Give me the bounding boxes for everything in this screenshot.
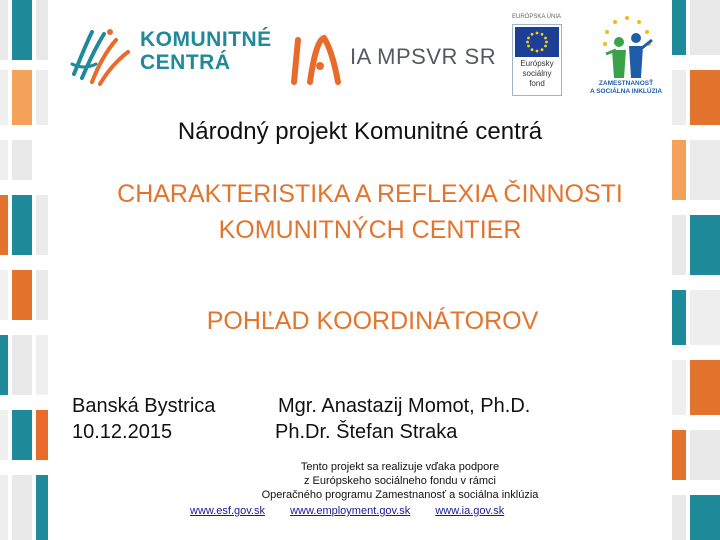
- subtitle: POHĽAD KOORDINÁTOROV: [206, 307, 539, 335]
- esf-line1: Európsky: [520, 59, 554, 68]
- place-date-block: [72, 393, 215, 445]
- main-title-line1: CHARAKTERISTIKA A REFLEXIA ČINNOSTI: [117, 180, 623, 208]
- esf-line2: sociálny: [522, 69, 552, 78]
- funding-line2: z Európskeho sociálneho fondu v rámci: [304, 475, 496, 487]
- logo-kc-line2: CENTRÁ: [140, 51, 231, 74]
- zsi-line2: A SOCIÁLNA INKLÚZIA: [589, 88, 663, 95]
- place: Banská Bystrica: [72, 395, 216, 417]
- date: 10.12.2015: [72, 421, 173, 443]
- main-title-line2: KOMUNITNÝCH CENTIER: [218, 216, 522, 244]
- eu-caption: EURÓPSKA ÚNIA: [512, 14, 562, 20]
- author-2: Ph.Dr. Štefan Straka: [275, 421, 458, 443]
- funding-line3: Operačného programu Zamestnanosť a sociálna inklúzia: [261, 489, 539, 501]
- link-esf[interactable]: www.esf.gov.sk: [190, 505, 265, 517]
- footer-links: [190, 505, 526, 517]
- funding-line1: Tento projekt sa realizuje vďaka podpore: [300, 461, 500, 473]
- eu-flag-icon: [515, 27, 559, 57]
- author-1: Mgr. Anastazij Momot, Ph.D.: [278, 395, 531, 417]
- zsi-line1: ZAMESTNANOSŤ: [598, 80, 654, 87]
- esf-line3: fond: [529, 79, 545, 88]
- people-stars-icon: [592, 14, 662, 80]
- link-employment[interactable]: www.employment.gov.sk: [290, 505, 411, 517]
- project-title: Národný projekt Komunitné centrá: [177, 118, 543, 145]
- logo-kc-line1: KOMUNITNÉ: [140, 28, 272, 51]
- funding-note: [120, 460, 680, 502]
- ia-symbol-icon: [288, 30, 344, 90]
- ia-name: IA MPSVR SR: [350, 44, 497, 69]
- hands-icon: [66, 24, 138, 88]
- link-ia[interactable]: www.ia.gov.sk: [435, 505, 505, 517]
- main-title: [0, 176, 720, 248]
- authors-block: [275, 393, 530, 445]
